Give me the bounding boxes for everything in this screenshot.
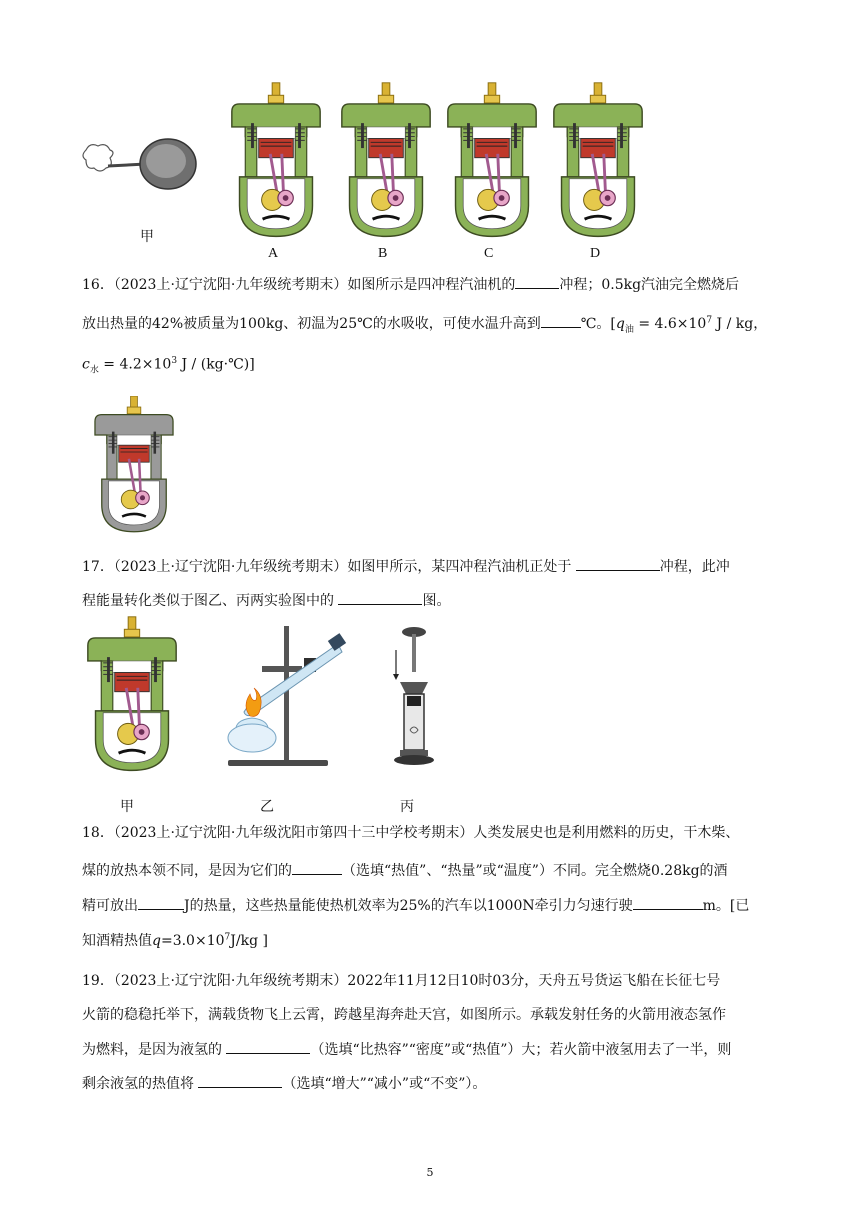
q18-blank-1[interactable] bbox=[292, 862, 342, 875]
engine-label-c: C bbox=[484, 246, 494, 261]
fire-piston-illustration bbox=[390, 626, 450, 776]
page-number: 5 bbox=[426, 1166, 434, 1179]
q16-line-2: 放出热量的42%被质量为100kg、初温为25℃的水吸收，可使水温升高到 ℃。[$q_油 = 4.6\times 10^7$ J / kg， bbox=[82, 315, 768, 335]
engine-b bbox=[338, 82, 434, 242]
q16-line-1: 16．（2023上·辽宁沈阳·九年级统考期末）如图所示是四冲程汽油机的 冲程；0.5kg汽油完全燃烧后 bbox=[82, 277, 740, 293]
q19-line-2: 火箭的稳稳托举下，满载货物飞上云霄，跨越星海奔赴天宫，如图所示。承载发射任务的火箭用液态氢作 bbox=[82, 1007, 726, 1023]
q18-blank-2[interactable] bbox=[138, 897, 184, 910]
figure-label-jia: 甲 bbox=[140, 229, 154, 245]
q17-engine-jia bbox=[84, 612, 180, 780]
q18-line-2: 煤的放热本领不同，是因为它们的 （选填“热值”、“热量”或“温度”）不同。完全燃烧0.28kg的酒 bbox=[82, 863, 728, 879]
q16-line-3: $c_水 = 4.2\times 10^3$ J / (kg·℃)] bbox=[82, 356, 255, 376]
frying-pan-illustration bbox=[80, 128, 210, 198]
q18-line-3: 精可放出 J的热量，这些热量能使热机效率为25%的汽车以1000N牵引力匀速行驶 m。[已 bbox=[82, 898, 750, 914]
q17-label-bing: 丙 bbox=[400, 799, 414, 815]
q19-blank-1[interactable] bbox=[226, 1041, 310, 1054]
engine-c bbox=[444, 82, 540, 242]
q18-blank-3[interactable] bbox=[633, 897, 703, 910]
q17-blank-1[interactable] bbox=[576, 558, 660, 571]
engine-label-a: A bbox=[268, 246, 279, 261]
q17-label-yi: 乙 bbox=[260, 799, 274, 815]
engine-a bbox=[228, 82, 324, 242]
q17-blank-2[interactable] bbox=[338, 592, 422, 605]
engine-label-d: D bbox=[590, 246, 601, 261]
q18-line-4: 知酒精热值$q=3.0\times 10^7J/kg$ ] bbox=[82, 932, 268, 949]
q18-line-1: 18．（2023上·辽宁沈阳·九年级沈阳市第四十三中学校考期末）人类发展史也是利用燃料的历史，干木柴、 bbox=[82, 825, 740, 841]
test-tube-heating-illustration bbox=[222, 622, 352, 772]
engine-label-b: B bbox=[378, 246, 388, 261]
q17-line-2: 程能量转化类似于图乙、丙两实验图中的 图。 bbox=[82, 593, 451, 609]
q17-line-1: 17．（2023上·辽宁沈阳·九年级统考期末）如图甲所示，某四冲程汽油机正处于 冲程，此冲 bbox=[82, 559, 730, 575]
q19-line-3: 为燃料，是因为液氢的 （选填“比热容”“密度”或“热值”）大；若火箭中液氢用去了一半，则 bbox=[82, 1042, 732, 1058]
q17-label-jia: 甲 bbox=[120, 799, 134, 815]
q16-blank-2[interactable] bbox=[541, 315, 581, 328]
q19-line-4: 剩余液氢的热值将 （选填“增大”“减小”或“不变”）。 bbox=[82, 1076, 487, 1092]
q19-line-1: 19．（2023上·辽宁沈阳·九年级统考期末）2022年11月12日10时03分，天舟五号货运飞船在长征七号 bbox=[82, 973, 721, 989]
q16-blank-1[interactable] bbox=[515, 276, 559, 289]
q19-blank-2[interactable] bbox=[198, 1075, 282, 1088]
engine-d bbox=[550, 82, 646, 242]
q16-engine-gray bbox=[86, 396, 182, 536]
